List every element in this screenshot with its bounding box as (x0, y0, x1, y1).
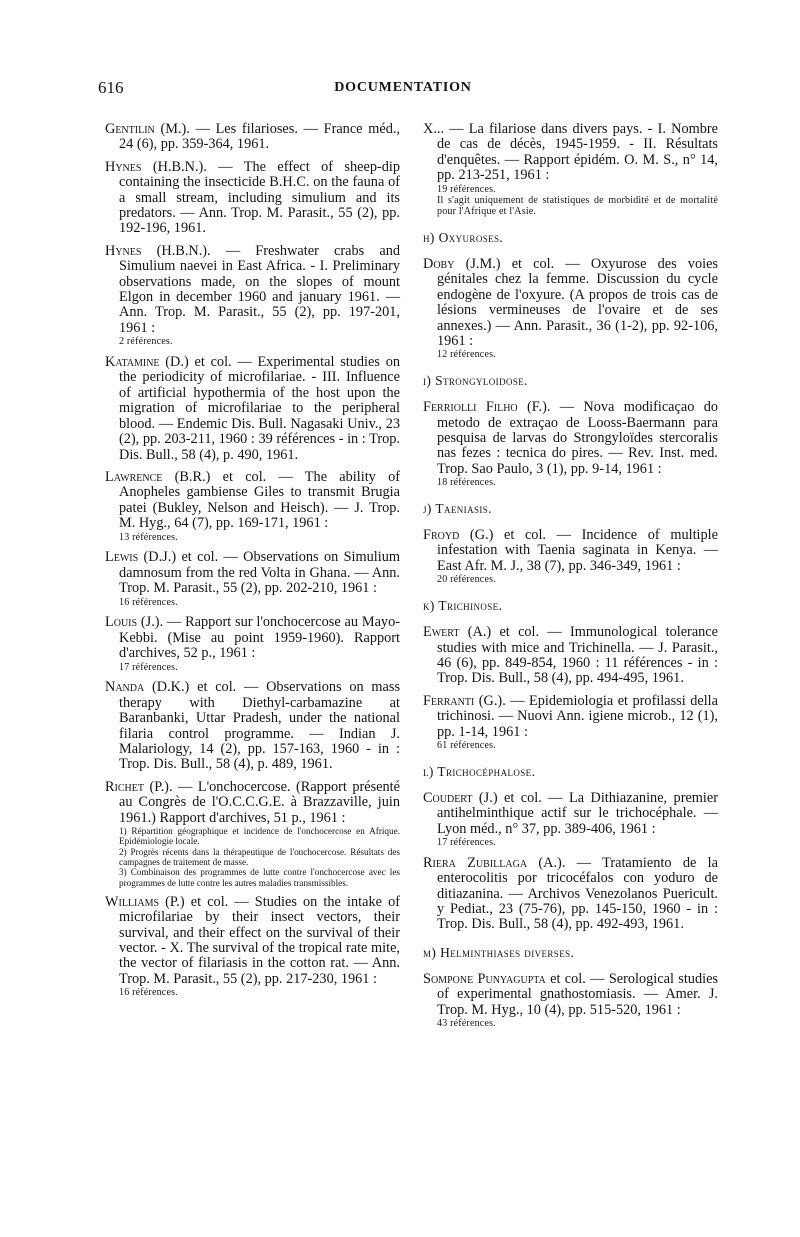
entry-note: 17 références. (119, 661, 178, 673)
bibliography-entry (105, 550, 400, 608)
entry-author: Williams (P.) (105, 893, 185, 910)
entry-subnote: 2) Progrès récents dans la thérapeutique de l'onchocercose. Résultats des campagnes de traitement de masse. (119, 846, 400, 867)
entry-note: 43 références. (437, 1018, 496, 1029)
entry-note: 20 références. (437, 574, 496, 586)
entry-author: Lewis (D.J.) (105, 549, 177, 566)
bibliography-entry (423, 972, 718, 1030)
entry-text: et col. — Studies on the intake of microfilariae by their insect vectors, their survival, and their effect on the survival of their vector. - X. The survival of the tropical rate mite, the vector of filariasis in the cotton rat. — Ann. Trop. M. Parasit., 55 (2), pp. 217-230, 1961 : (119, 893, 400, 987)
entry-text: et col. — Experimental studies on the periodicity of microfilariae. - III. Influence of artificial hypothermia of the host upon the migration of microfilariae to the peripheral blood. — Endemic Dis. Bull. Nagasaki Univ., 23 (2), pp. 203-211, 1960 : 39 références - in : Trop. Dis. Bull., 58 (4), p. 490, 1961. (119, 354, 401, 463)
entry-author: Gentilin (M.). (105, 121, 190, 137)
entry-text: et col. — Observations on Simulium damnosum from the red Volta in Ghana. — Ann. Trop. M. Parasit., 55 (2), pp. 202-210, 1961 : (119, 549, 401, 597)
left-column (105, 122, 400, 1006)
bibliography-entry (105, 122, 400, 153)
section-heading: m) Helminthiases diverses. (423, 944, 575, 960)
section-heading: j) Taeniasis. (423, 501, 492, 517)
bibliography-entry (105, 780, 400, 888)
entry-text: — Freshwater crabs and Simulium naevei in East Africa. - I. Preliminary observations made, on the slopes of mount Elgon in december 1960 and january 1961. — Ann. Trop. M. Parasit., 55 (2), pp. 197-201, 1961 : (119, 242, 400, 336)
entry-note: 12 références. (437, 349, 496, 361)
entry-note: 13 références. (119, 531, 178, 543)
section-heading: i) Strongyloidose. (423, 373, 528, 389)
entry-text: — La filariose dans divers pays. - I. Nombre de cas de décès, 1945-1959. - II. Résultats d'enquêtes. — Rapport épidém. O. M. S., n° 14, pp. 213-251, 1961 : (437, 121, 718, 184)
bibliography-entry (105, 470, 400, 543)
bibliography-entry (105, 680, 400, 772)
section-heading: k) Trichinose. (423, 598, 503, 614)
bibliography-entry (423, 791, 718, 849)
entry-text: et col. — Serological studies of experimental gnathostomiasis. — Amer. J. Trop. M. Hyg., 10 (4), pp. 515-520, 1961 : (437, 970, 718, 1018)
entry-note: 61 références. (437, 739, 496, 751)
section-heading: l) Trichocéphalose. (423, 763, 536, 779)
entry-author: Hynes (H.B.N.). (105, 158, 207, 175)
right-column (423, 122, 718, 1037)
entry-author: Coudert (J.) (423, 789, 498, 806)
entry-author: Louis (J.). (105, 614, 164, 631)
entry-author: Doby (J.M.) (423, 256, 501, 273)
entry-author: Nanda (D.K.) (105, 679, 190, 696)
entry-note: Il s'agit uniquement de statistiques de morbidité et de mortalité pour l'Afrique et l'Asie. (437, 195, 718, 218)
entry-text: — L'onchocercose. (Rapport présenté au Congrès de l'O.C.C.G.E. à Brazzaville, juin 1961.) Rapport d'archives, 51 p., 1961 : (119, 778, 400, 826)
entry-text: — Les filarioses. — France méd., 24 (6), pp. 359-364, 1961. (119, 121, 400, 153)
entry-note: 16 références. (119, 596, 178, 608)
entry-text: et col. — La Dithiazanine, premier antihelminthique actif sur le trichocéphale. — Lyon méd., n° 37, pp. 389-406, 1961 : (437, 789, 718, 837)
page-number: 616 (98, 78, 124, 97)
entry-author: Riera Zubillaga (A.). (423, 854, 566, 871)
entry-text: et col. — Observations on mass therapy with Diethyl-carbamazine at Baranbanki, Uttar Pradesh, under the national filaria control programme. — Indian J. Malariology, 14 (2), pp. 157-163, 1960 - in : Trop. Dis. Bull., 58 (4), p. 489, 1961. (119, 679, 401, 773)
entry-text: — Tratamiento de la enterocolitis por tricocéfalos con yoduro de ditiazanina. — Archivos Venezolanos Puericult. y Pediat., 23 (75-76), pp. 145-150, 1960 - in : Trop. Dis. Bull., 58 (4), pp. 492-493, 1961. (437, 854, 718, 933)
entry-author: Ferriolli Filho (F.). (423, 399, 551, 416)
entry-note: 16 références. (119, 987, 178, 999)
running-title: DOCUMENTATION (334, 80, 472, 95)
bibliography-entry (423, 528, 718, 586)
bibliography-entry (423, 856, 718, 933)
bibliography-entry (105, 355, 400, 463)
entry-text: — Rapport sur l'onchocercose au Mayo-Kebbi. (Mise au point 1959-1960). Rapport d'archives, 52 p., 1961 : (119, 614, 400, 662)
bibliography-entry (105, 615, 400, 673)
bibliography-entry (423, 257, 718, 361)
entry-author: Hynes (H.B.N.). (105, 242, 211, 259)
entry-author: Ewert (A.) (423, 624, 492, 641)
bibliography-entry (105, 244, 400, 348)
bibliography-entry (423, 122, 718, 218)
entry-note: 17 références. (437, 836, 496, 848)
entry-subnote: 1) Répartition géographique et incidence de l'onchocercose en Afrique. Epidémiologie locale. (119, 826, 400, 847)
entry-text: et col. — Incidence of multiple infestation with Taenia saginata in Kenya. — East Afr. M. J., 38 (7), pp. 346-349, 1961 : (437, 527, 718, 574)
section-heading: h) Oxyuroses. (423, 230, 504, 246)
bibliography-entry (423, 400, 718, 489)
entry-text: — Nova modificaçao do metodo de extraçao de Looss-Baermann para pesquisa de larvas do Strongyloïdes stercoralis nas fezes : tecnica do pires. — Rev. Inst. med. Trop. Sao Paulo, 3 (1), pp. 9-14, 1961 : (437, 399, 718, 477)
entry-note: 2 références. (119, 336, 173, 348)
entry-subnote: 3) Combinaison des programmes de lutte contre l'onchocercose avec les programmes de lutte contre les autres maladies transmissibles. (119, 867, 400, 888)
entry-text: — Epidemiologia et profilassi della trichinosi. — Nuovi Ann. igiene microb., 12 (1), pp. 1-14, 1961 : (437, 692, 718, 740)
entry-text: et col. — Oxyurose des voies génitales chez la femme. Discussion du cycle endogène de l'oxyure. (A propos de trois cas de lésions vermineuses de l'ovaire et de ses annexes.) — Ann. Parasit., 36 (1-2), pp. 92-106, 1961 : (437, 256, 718, 350)
bibliography-entry (105, 160, 400, 237)
entry-author: X... (423, 121, 445, 137)
entry-author: Lawrence (B.R.) (105, 468, 211, 485)
entry-author: Sompone Punyagupta (423, 970, 546, 987)
entry-note: 18 références. (437, 477, 496, 489)
entry-author: Richet (P.). (105, 778, 173, 795)
entry-author: Katamine (D.) (105, 354, 189, 371)
entry-text: — The effect of sheep-dip containing the insecticide B.H.C. on the fauna of a small stream, including simulium and its predators. — Ann. Trop. M. Parasit., 55 (2), pp. 192-196, 1961. (119, 158, 400, 237)
entry-note: 19 références. (437, 183, 496, 195)
entry-author: Ferranti (G.). (423, 692, 506, 709)
page-header (98, 78, 708, 102)
bibliography-entry (423, 694, 718, 752)
entry-text: et col. — Immunological tolerance studies with mice and Trichinella. — J. Parasit., 46 (6), pp. 849-854, 1960 : 11 références - in : Trop. Dis. Bull., 58 (4), pp. 494-495, 1961. (437, 624, 719, 687)
bibliography-entry (105, 895, 400, 999)
entry-author: Froyd (G.) (423, 527, 494, 544)
bibliography-entry (423, 625, 718, 687)
entry-text: et col. — The ability of Anopheles gambiense Giles to transmit Brugia patei (Bukley, Nelson and Heisch). — J. Trop. M. Hyg., 64 (7), pp. 169-171, 1961 : (119, 468, 400, 532)
